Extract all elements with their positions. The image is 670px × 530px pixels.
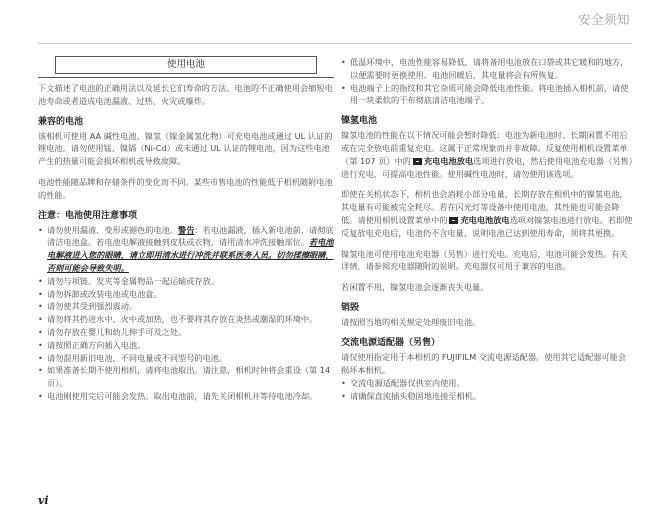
left-column: [38, 56, 334, 411]
header-divider: [38, 43, 632, 44]
battery-cautions-heading: 注意：电池使用注意事项: [38, 210, 138, 221]
setup-menu-icon: [449, 217, 458, 224]
list-item: • 请勿存放在婴儿和幼儿伸手可及之处。: [38, 326, 334, 339]
discharge-option-label: 充电电池放电: [460, 214, 510, 225]
warning-label: 警告: [178, 224, 195, 235]
list-item: • 请勿将其扔进水中、火中或加热，也不要将其存放在炎热或潮湿的环境中。: [38, 313, 334, 326]
list-item: • 交流电源适配器仅供室内使用。: [341, 377, 633, 390]
nimh-text: 选项进行放电，然后使用电池充电器（另售）进行充电，可提高电池性能。使用碱性电池时，请勿使用该选项。: [341, 155, 633, 179]
nimh-text: 即使在关机状态下，相机也会消耗小部分电量，长期存放在相机中的镍氢电池，其电量有可能被完全耗尽。若在闪光灯等设备中使用电池，其性能也可能会降低。请使用相机设置菜单中的: [341, 189, 628, 225]
cold-weather-list: [341, 56, 633, 107]
list-item: • 请勿使其受到强烈震动。: [38, 300, 334, 313]
setup-menu-icon: [413, 158, 422, 165]
compatible-batteries-heading: 兼容的电池: [38, 116, 84, 127]
running-header-title: 安全须知: [577, 12, 630, 27]
list-item: • 请按照正确方向插入电池。: [38, 339, 334, 352]
discharge-option-label: 充电电池放电: [423, 155, 474, 166]
eye-warning-text: 若电池电解液进入您的眼睛，请立即用清水进行冲洗并联系医务人员。切勿揉擦眼睛，否则可能会导致失明。: [47, 237, 334, 273]
nimh-text: 选项对镍氢电池进行放电。若即使反复放电充电后，电池仍不含电量，说明电池已达到使用寿命，须将其更换。: [341, 214, 633, 238]
nimh-paragraph-1: [341, 129, 633, 180]
nimh-text: 镍氢电池的性能在以下情况可能会暂时降低：电池为新电池时、长期闲置不用后或在完全放电前重复充电。这属于正常现象而并非故障。反复使用相机设置菜单（第 107 页）中的: [341, 130, 628, 166]
list-item: • 低温环境中，电池性能容易降低，请将备用电池放在口袋或其它暖和的地方，以便需要时更换使用。电池回暖后，其电量将会有所恢复。: [341, 56, 633, 82]
nimh-paragraph-4: 若闲置不用，镍氢电池会逐渐丧失电量。: [341, 282, 489, 293]
intro-paragraph: 下文描述了电池的正确用法以及延长它们寿命的方法。电池的不正确使用会缩短电池寿命或者造成电池漏液、过热、火灾或爆炸。: [38, 83, 333, 106]
list-item: • 如果准备长期不使用相机，请将电池取出。请注意，相机时钟将会重设（第 14 页）。: [38, 364, 334, 390]
list-item: • 请勿混用新旧电池、不同电量或不同型号的电池。: [38, 352, 334, 365]
disposal-heading: 销毁: [341, 302, 360, 313]
compatible-batteries-paragraph: 该相机可使用 AA 碱性电池、镍氢（镍金属氢化物）可充电电池或通过 UL 认证的锂电池。请勿使用锰、镍镉（Ni-Cd）或未通过 UL 认证的锂电池，因为这些电池产生的热量可能会损坏相机或导致故障。: [38, 130, 333, 167]
ac-adapter-list: [341, 377, 633, 403]
disposal-paragraph: 请按照当地的相关规定处理废旧电池。: [341, 316, 481, 327]
caution-text: 请勿使用漏液、变形或褪色的电池。: [47, 224, 179, 235]
caution-text: ：若电池漏液，插入新电池前，请彻底清洁电池盒。若电池电解液接触到皮肤或衣物，请用清水冲洗接触部位。: [47, 224, 334, 248]
list-item: • 电池端子上的指纹和其它杂质可能会降低电池性能。将电池插入相机前，请使用一块柔软的干布彻底清洁电池端子。: [341, 82, 633, 108]
page-number: vi: [38, 494, 49, 507]
section-box-title: 使用电池: [55, 56, 317, 74]
list-item: • 电池刚使用完后可能会发热。取出电池前，请先关闭相机并等待电池冷却。: [38, 390, 334, 403]
ac-adapter-heading: 交流电源适配器（另售）: [341, 337, 441, 348]
battery-cautions-list: [38, 224, 334, 403]
right-column: [341, 56, 633, 411]
nimh-paragraph-2: [341, 188, 633, 239]
battery-performance-paragraph: 电池性能随品牌和存储条件的变化而不同。某些市售电池的性能低于相机随附电池的性能。: [38, 176, 333, 200]
list-item: • 请确保直流插头稳固地连接至相机。: [341, 390, 633, 403]
list-item: [38, 224, 334, 275]
nimh-heading: 镍氢电池: [341, 116, 378, 127]
list-item: • 请勿与项链、发夹等金属物品一起运输或存放。: [38, 275, 334, 288]
ac-adapter-paragraph: 请仅使用指定用于本相机的 FUJIFILM 交流电源适配器。使用其它适配器可能会损坏本相机。: [341, 351, 627, 375]
box-title-underline: [38, 77, 334, 78]
nimh-paragraph-3: 镍氢电池可使用电池充电器（另售）进行充电。充电后，电池可能会发热。有关详情，请参阅充电器随附的说明。充电器仅可用于兼容的电池。: [341, 248, 628, 272]
list-item: • 请勿拆卸或改装电池或电池盒。: [38, 288, 334, 301]
